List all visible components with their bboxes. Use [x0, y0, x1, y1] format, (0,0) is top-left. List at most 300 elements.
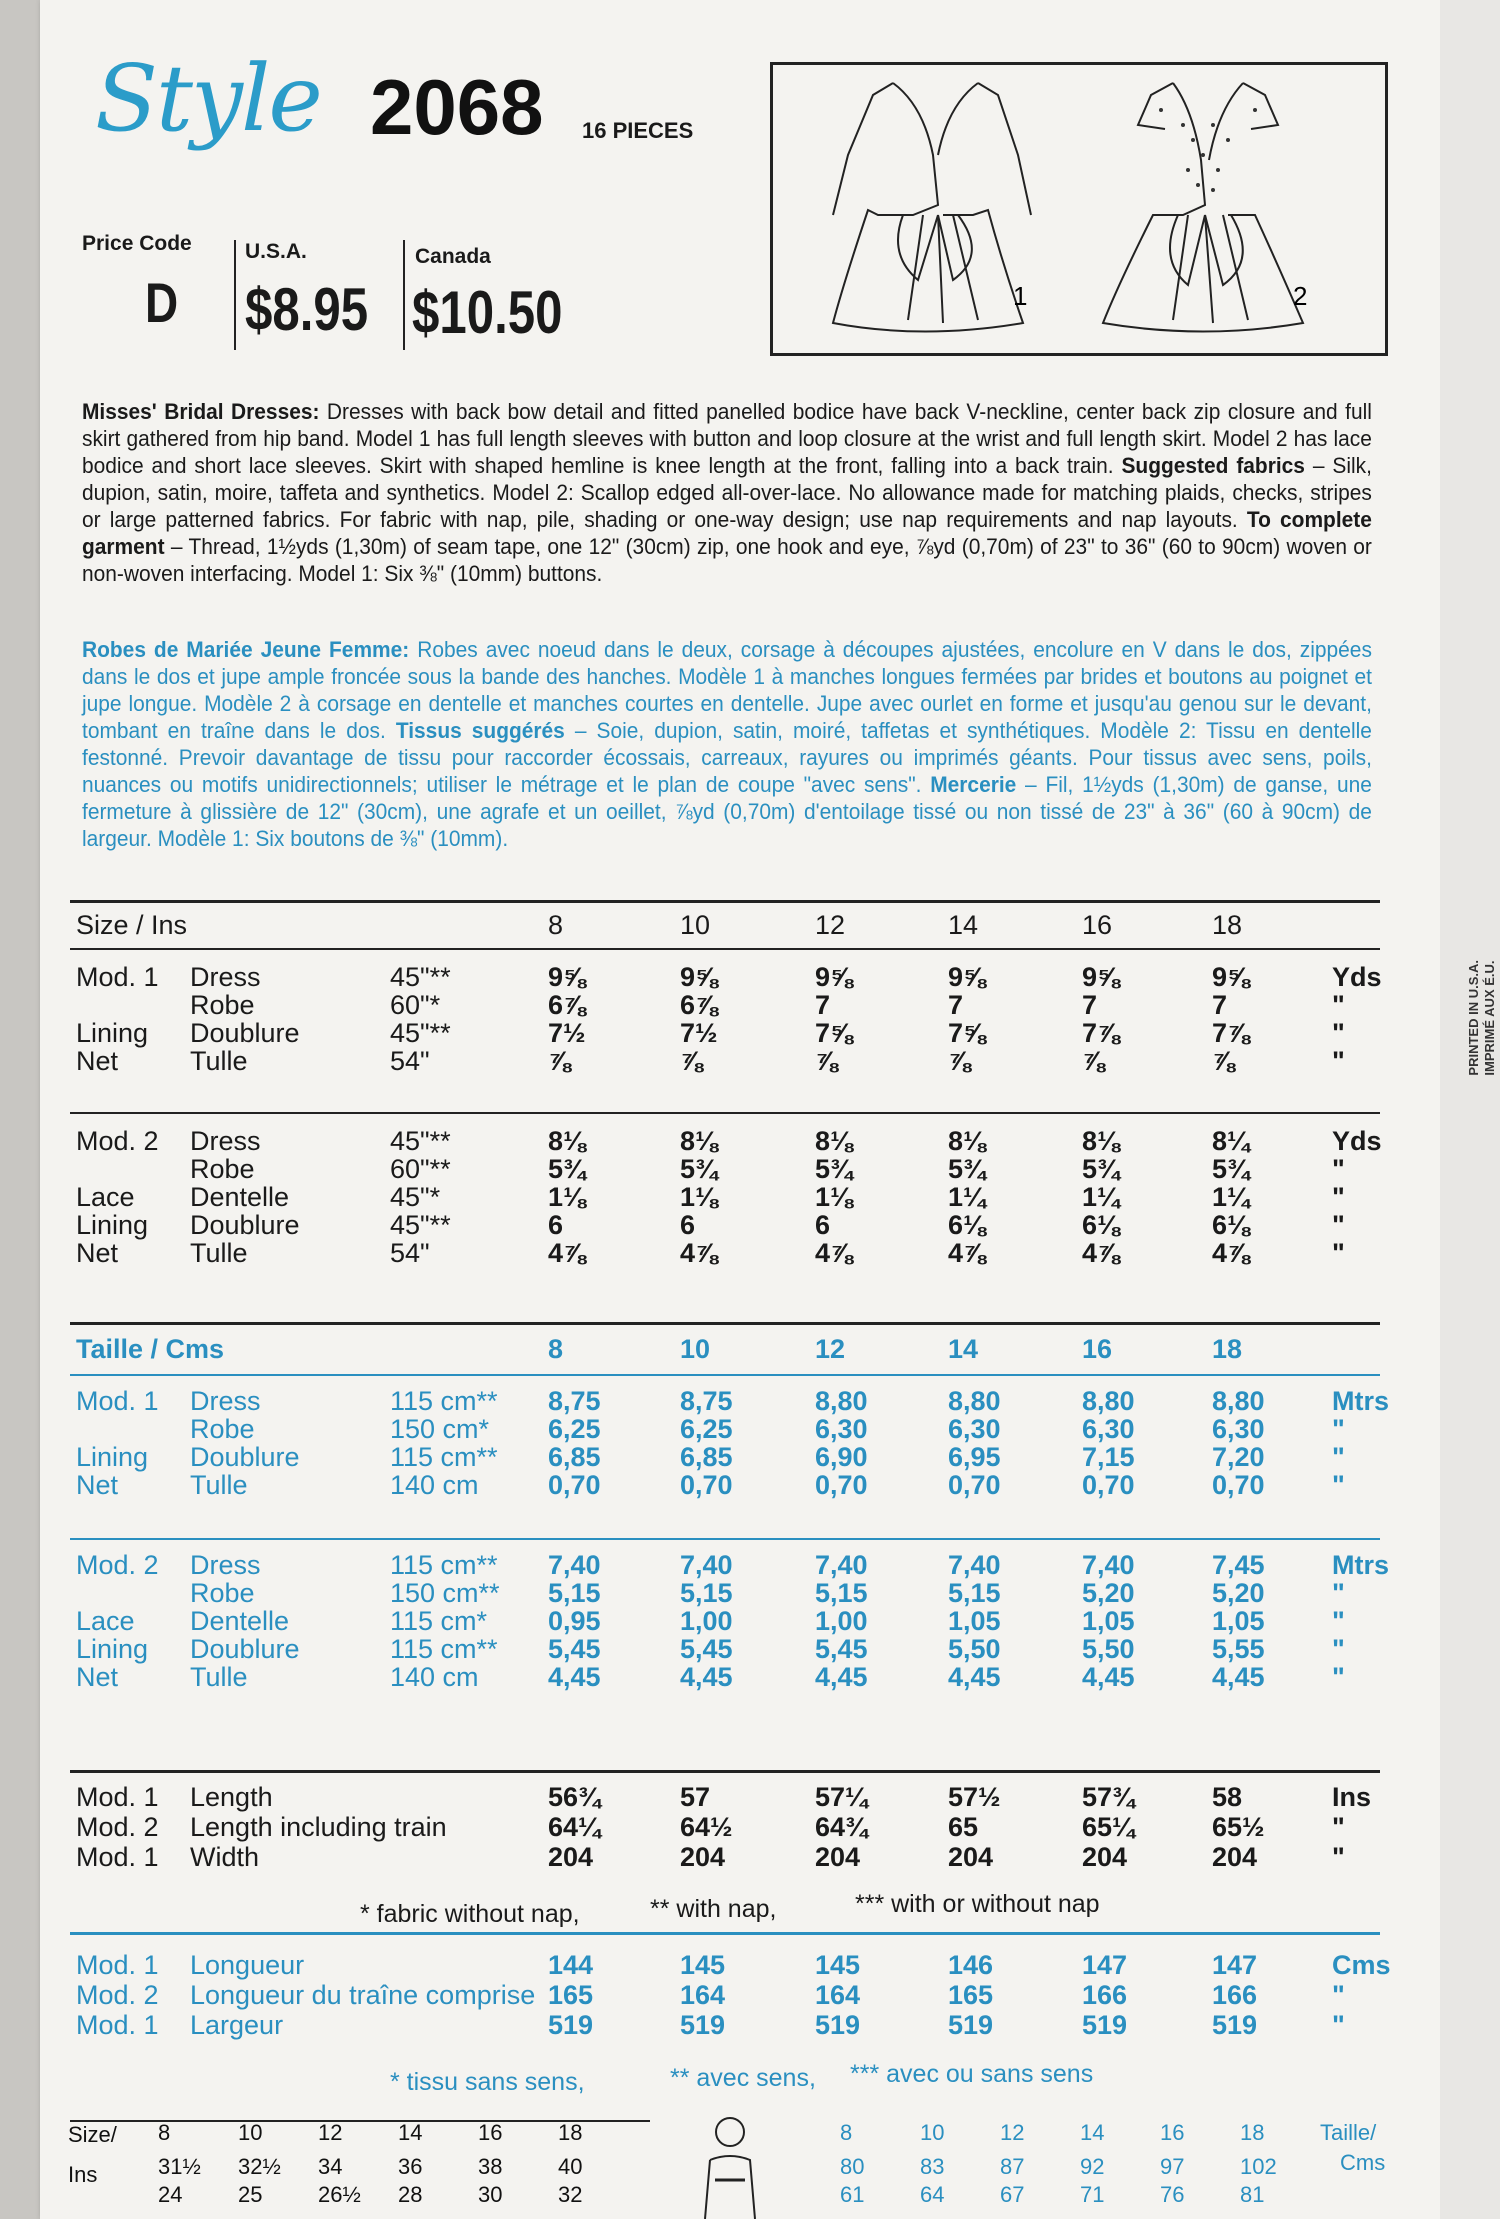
view-1-label: 1 [1013, 281, 1028, 311]
cell: 0,70 [815, 1470, 868, 1500]
size-col: 8 [158, 2120, 171, 2145]
usa-price: $8.95 [245, 276, 369, 343]
cell: 6⅛ [948, 1210, 986, 1240]
cell: 8¼ [1212, 1126, 1250, 1156]
cell: 7,40 [548, 1550, 601, 1580]
cell: Doublure [190, 1442, 300, 1472]
cell: 4⅞ [1082, 1238, 1120, 1268]
cell: 6⅞ [548, 990, 586, 1020]
cell: " [1332, 1414, 1345, 1444]
cell: 9⅝ [1212, 962, 1250, 992]
cell: Mod. 2 [76, 1550, 159, 1580]
cell: " [1332, 1634, 1345, 1664]
cell: 7,40 [815, 1550, 868, 1580]
bust-value: 38 [478, 2154, 503, 2179]
cell: " [1332, 1842, 1345, 1872]
bust-value: 31½ [158, 2154, 201, 2179]
bust-value: 34 [318, 2154, 343, 2179]
cell: 6,30 [1082, 1414, 1135, 1444]
cell: ⅞ [1212, 1046, 1235, 1076]
divider [234, 240, 236, 350]
cell: 6,85 [548, 1442, 601, 1472]
cell: 6,30 [1212, 1414, 1265, 1444]
cell: 7 [1082, 990, 1098, 1020]
cell: 150 cm* [390, 1414, 490, 1444]
cell: 6 [815, 1210, 831, 1240]
waist-value: 32 [558, 2182, 583, 2207]
cell: ⅞ [815, 1046, 838, 1076]
cell: " [1332, 1980, 1345, 2010]
cell: 147 [1082, 1950, 1128, 1980]
cell: 5,45 [815, 1634, 868, 1664]
cell: " [1332, 1606, 1345, 1636]
cell: " [1332, 2010, 1345, 2040]
cell: 6 [680, 1210, 696, 1240]
cell: 57 [680, 1782, 711, 1812]
cell: Doublure [190, 1018, 300, 1048]
cell: " [1332, 1154, 1345, 1184]
cell: " [1332, 1046, 1345, 1076]
cell: " [1332, 1662, 1345, 1692]
cell: 5,20 [1082, 1578, 1135, 1608]
cell: 5,50 [948, 1634, 1001, 1664]
cell: Doublure [190, 1210, 300, 1240]
cell: 4⅞ [1212, 1238, 1250, 1268]
figure-icon [670, 2110, 790, 2219]
cell: 165 [948, 1980, 994, 2010]
cell: ⅞ [680, 1046, 703, 1076]
cell: Dentelle [190, 1606, 290, 1636]
price-code: D [145, 271, 179, 334]
cell: 6,95 [948, 1442, 1001, 1472]
cell: 5,45 [680, 1634, 733, 1664]
cell: 6,85 [680, 1442, 733, 1472]
cell: 1⅛ [548, 1182, 586, 1212]
cell: Robe [190, 1578, 255, 1608]
note-avec-ou-sans: *** avec ou sans sens [850, 2060, 1094, 2088]
cell: 166 [1082, 1980, 1128, 2010]
cell: 5¾ [548, 1154, 586, 1184]
cell: 8⅛ [948, 1126, 986, 1156]
table-row [70, 1470, 1380, 1508]
brand-logo: Style [95, 45, 321, 152]
rule [70, 1538, 1380, 1540]
cell: Net [76, 1046, 119, 1076]
cell: 519 [948, 2010, 994, 2040]
cell: 57¾ [1082, 1782, 1135, 1812]
cell: Length [190, 1782, 273, 1812]
cell: Largeur [190, 2010, 284, 2040]
canada-label: Canada [415, 245, 491, 268]
cell: 0,70 [680, 1470, 733, 1500]
bust-value: 92 [1080, 2154, 1105, 2179]
size-col: 14 [1080, 2120, 1105, 2145]
cell: 5,15 [680, 1578, 733, 1608]
bust-value: 83 [920, 2154, 945, 2179]
cell: 7,40 [1082, 1550, 1135, 1580]
cell: Net [76, 1470, 119, 1500]
cell: 6⅛ [1082, 1210, 1120, 1240]
cell: Mod. 1 [76, 1782, 159, 1812]
waist-value: 64 [920, 2182, 945, 2207]
rule [70, 1374, 1380, 1376]
waist-value: 24 [158, 2182, 183, 2207]
cell: 204 [680, 1842, 726, 1872]
cell: 45"** [390, 1126, 451, 1156]
cell: 7,40 [948, 1550, 1001, 1580]
cell: 64½ [680, 1812, 733, 1842]
cell: 7,20 [1212, 1442, 1265, 1472]
cell: 5¾ [815, 1154, 853, 1184]
cell: Robe [190, 990, 255, 1020]
cell: 204 [548, 1842, 594, 1872]
cell: Doublure [190, 1634, 300, 1664]
cell: Robe [190, 1154, 255, 1184]
cell: 5,15 [948, 1578, 1001, 1608]
cell: Longueur du traîne comprise [190, 1980, 536, 2010]
note-sans-sens: * tissu sans sens, [390, 2068, 585, 2096]
cell: 1¼ [948, 1182, 986, 1212]
size-col: 14 [398, 2120, 423, 2145]
cell: 4,45 [1212, 1662, 1265, 1692]
cell: 65½ [1212, 1812, 1265, 1842]
cell: 45"** [390, 1210, 451, 1240]
cell: ⅞ [548, 1046, 571, 1076]
waist-value: 67 [1000, 2182, 1025, 2207]
note-with-nap: ** with nap, [650, 1895, 777, 1923]
cell: 65¼ [1082, 1812, 1135, 1842]
envelope-flap [1440, 0, 1500, 2219]
cell: 6,25 [548, 1414, 601, 1444]
waist-value: 26½ [318, 2182, 361, 2207]
cell: 6⅛ [1212, 1210, 1250, 1240]
cell: Length including train [190, 1812, 447, 1842]
cell: 7 [815, 990, 831, 1020]
cell: Cms [1332, 1950, 1391, 1980]
size-col: 18 [1240, 2120, 1265, 2145]
rule [70, 900, 1380, 903]
waist-value: 76 [1160, 2182, 1185, 2207]
cell: Dress [190, 1386, 261, 1416]
cell: 1⅛ [680, 1182, 718, 1212]
cell: 6,30 [815, 1414, 868, 1444]
cell: 4,45 [680, 1662, 733, 1692]
cell: Mod. 2 [76, 1126, 159, 1156]
cell: Lace [76, 1606, 135, 1636]
cell: 519 [1212, 2010, 1258, 2040]
size-col: 10 [238, 2120, 263, 2145]
cell: " [1332, 1812, 1345, 1842]
cell: 1⅛ [815, 1182, 853, 1212]
cell: Mod. 1 [76, 1386, 159, 1416]
cell: 4,45 [548, 1662, 601, 1692]
cell: 4⅞ [948, 1238, 986, 1268]
cell: Mtrs [1332, 1550, 1390, 1580]
cell: 140 cm [390, 1662, 479, 1692]
cell: Dress [190, 1126, 261, 1156]
size-col: 12 [1000, 2120, 1025, 2145]
cell: 115 cm** [390, 1442, 498, 1472]
cell: Tulle [190, 1046, 248, 1076]
cell: 56¾ [548, 1782, 601, 1812]
cell: Mod. 2 [76, 1980, 159, 2010]
waist-value: 71 [1080, 2182, 1105, 2207]
waist-value: 25 [238, 2182, 263, 2207]
cell: 9⅝ [815, 962, 853, 992]
cell: ⅞ [948, 1046, 971, 1076]
cell: Dentelle [190, 1182, 290, 1212]
cell: 64¼ [548, 1812, 601, 1842]
cell: 204 [815, 1842, 861, 1872]
cell: Lining [76, 1210, 149, 1240]
waist-value: 28 [398, 2182, 423, 2207]
table-row [70, 1842, 1380, 1880]
cell: 5,45 [548, 1634, 601, 1664]
cell: 6⅞ [680, 990, 718, 1020]
cell: 519 [680, 2010, 726, 2040]
cell: 8⅛ [548, 1126, 586, 1156]
cell: 519 [1082, 2010, 1128, 2040]
cell: 4⅞ [680, 1238, 718, 1268]
cell: 8,75 [680, 1386, 733, 1416]
size-label: Size/ [68, 2122, 117, 2147]
cell: 5¾ [1212, 1154, 1250, 1184]
waist-value: 30 [478, 2182, 503, 2207]
price-code-label: Price Code [82, 232, 192, 255]
cell: 8,80 [948, 1386, 1001, 1416]
cell: 8,80 [1212, 1386, 1265, 1416]
printed-in-usa: PRINTED IN U.S.A. IMPRIMÉ AUX É.U. [1466, 960, 1497, 1076]
size-col: 18 [558, 2120, 583, 2145]
cell: Tulle [190, 1238, 248, 1268]
cell: 9⅝ [948, 962, 986, 992]
cell: 164 [815, 1980, 861, 2010]
cell: Mtrs [1332, 1386, 1390, 1416]
rule [70, 1932, 1380, 1935]
cell: 4⅞ [815, 1238, 853, 1268]
note-without-nap: * fabric without nap, [360, 1900, 580, 1928]
cell: 5,20 [1212, 1578, 1265, 1608]
cell: 4⅞ [548, 1238, 586, 1268]
cell: 8,80 [815, 1386, 868, 1416]
cell: Mod. 1 [76, 2010, 159, 2040]
cell: Mod. 2 [76, 1812, 159, 1842]
pieces-count: 16 PIECES [582, 118, 694, 143]
size-label: Taille/ [1320, 2120, 1377, 2145]
table-row [70, 2010, 1380, 2048]
cell: 4,45 [815, 1662, 868, 1692]
rule [70, 948, 1380, 950]
cell: 8⅛ [680, 1126, 718, 1156]
cell: 5,50 [1082, 1634, 1135, 1664]
waist-value: 81 [1240, 2182, 1265, 2207]
divider [403, 240, 405, 350]
cell: 7 [948, 990, 964, 1020]
cell: 6,90 [815, 1442, 868, 1472]
cell: 8,75 [548, 1386, 601, 1416]
bust-value: 87 [1000, 2154, 1025, 2179]
cell: Yds [1332, 1126, 1382, 1156]
waist-value: 61 [840, 2182, 865, 2207]
cell: 54" [390, 1046, 430, 1076]
cell: 8,80 [1082, 1386, 1135, 1416]
cell: 1,05 [1212, 1606, 1265, 1636]
cell: 65 [948, 1812, 979, 1842]
cell: 5,15 [815, 1578, 868, 1608]
cell: 1,00 [680, 1606, 733, 1636]
cell: 5¾ [948, 1154, 986, 1184]
cell: 60"* [390, 990, 441, 1020]
cell: 1¼ [1212, 1182, 1250, 1212]
cell: 1¼ [1082, 1182, 1120, 1212]
cell: 8⅛ [1082, 1126, 1120, 1156]
cell: 519 [548, 2010, 594, 2040]
cell: 166 [1212, 1980, 1258, 2010]
cell: 7½ [680, 1018, 718, 1048]
cell: 60"** [390, 1154, 451, 1184]
cell: 5,15 [548, 1578, 601, 1608]
cell: Mod. 1 [76, 1950, 159, 1980]
cell: 150 cm** [390, 1578, 500, 1608]
cell: 4,45 [948, 1662, 1001, 1692]
cell: 1,05 [1082, 1606, 1135, 1636]
cell: 144 [548, 1950, 594, 1980]
cell: 146 [948, 1950, 994, 1980]
bust-value: 36 [398, 2154, 423, 2179]
cell: " [1332, 1578, 1345, 1608]
cell: 1,05 [948, 1606, 1001, 1636]
cell: " [1332, 1442, 1345, 1472]
cell: 204 [1082, 1842, 1128, 1872]
cell: Mod. 1 [76, 962, 159, 992]
cell: 4,45 [1082, 1662, 1135, 1692]
dress-sketches [773, 65, 1379, 347]
cell: 115 cm** [390, 1386, 498, 1416]
cell: 6 [548, 1210, 564, 1240]
cell: Dress [190, 1550, 261, 1580]
size-col: 10 [920, 2120, 945, 2145]
table-row [70, 1662, 1380, 1700]
cell: 115 cm** [390, 1550, 498, 1580]
table-header: Taille / Cms 8 10 12 14 16 18 [76, 1334, 1243, 1364]
cell: 7⅝ [948, 1018, 986, 1048]
cell: Tulle [190, 1470, 248, 1500]
cell: 6,30 [948, 1414, 1001, 1444]
note-with-or-without-nap: *** with or without nap [855, 1890, 1100, 1918]
cell: 9⅝ [1082, 962, 1120, 992]
size-col: 16 [478, 2120, 503, 2145]
unit-label: Cms [1340, 2150, 1386, 2175]
cell: 6,25 [680, 1414, 733, 1444]
cell: 7⅝ [815, 1018, 853, 1048]
cell: Mod. 1 [76, 1842, 159, 1872]
cell: 145 [815, 1950, 861, 1980]
note-avec-sens: ** avec sens, [670, 2064, 816, 2092]
cell: Ins [1332, 1782, 1372, 1812]
cell: 519 [815, 2010, 861, 2040]
cell: Longueur [190, 1950, 305, 1980]
cell: Lining [76, 1442, 149, 1472]
cell: 45"** [390, 1018, 451, 1048]
size-col: 8 [840, 2120, 853, 2145]
cell: 58 [1212, 1782, 1243, 1812]
cell: 0,70 [1212, 1470, 1265, 1500]
cell: 7½ [548, 1018, 586, 1048]
cell: 147 [1212, 1950, 1258, 1980]
cell: 0,95 [548, 1606, 601, 1636]
cell: 45"** [390, 962, 451, 992]
bust-value: 32½ [238, 2154, 281, 2179]
table-row [70, 1238, 1380, 1276]
rule [70, 1322, 1380, 1325]
view-2-label: 2 [1293, 281, 1308, 311]
cell: 1,00 [815, 1606, 868, 1636]
bust-value: 102 [1240, 2154, 1277, 2179]
cell: Lace [76, 1182, 135, 1212]
cell: 57¼ [815, 1782, 868, 1812]
table-header: Size / Ins 8 10 12 14 16 18 [76, 910, 1243, 940]
cell: Lining [76, 1018, 149, 1048]
cell: " [1332, 1182, 1345, 1212]
cell: 5¾ [680, 1154, 718, 1184]
cell: 45"* [390, 1182, 441, 1212]
cell: 9⅝ [548, 962, 586, 992]
cell: 7⅞ [1082, 1018, 1120, 1048]
description-french: Robes de Mariée Jeune Femme: Robes avec noeud dans le deux, corsage à découpes ajustées, encolure en V dans le dos, zippées dans le dos et jupe ample froncée sous la bande des hanches. Modèle 1 à manches longues fermées par brides et boutons au poignet et jupe longue. Modèle 2 à corsage en dentelle et manches courtes en dentelle. Jupe avec ourlet en forme et jusqu'au genou sur le devant, tombant en traîne dans le dos. Tissus suggérés – Soie, dupion, satin, moiré, taffetas et synthétiques. Modèle 2: Tissu en dentelle festonné. Prevoir davantage de tissu pour raccorder écossais, carreaux, rayures ou imprimés géants. Pour tissus avec sens, poils, nuances ou motifs unidirectionnels; utiliser le métrage et le plan de coupe "avec sens". Mercerie – Fil, 1½yds (1,30m) de ganse, une fermeture à glissière de 12" (30cm), une agrafe et un oeillet, ⅞yd (0,70m) d'entoilage tissé ou non tissé de 23" à 36" (60 à 90cm) de largeur. Modèle 1: Six boutons de ⅜" (10mm). [82, 637, 1372, 851]
usa-label: U.S.A. [245, 240, 307, 263]
unit-label: Ins [68, 2162, 98, 2187]
cell: 0,70 [1082, 1470, 1135, 1500]
cell: 7,15 [1082, 1442, 1135, 1472]
garment-illustration [770, 62, 1388, 356]
cell: 164 [680, 1980, 726, 2010]
cell: Tulle [190, 1662, 248, 1692]
bust-value: 80 [840, 2154, 865, 2179]
cell: Dress [190, 962, 261, 992]
cell: " [1332, 1238, 1345, 1268]
cell: 7 [1212, 990, 1228, 1020]
cell: 8⅛ [815, 1126, 853, 1156]
bust-value: 40 [558, 2154, 583, 2179]
cell: 7,40 [680, 1550, 733, 1580]
cell: Lining [76, 1634, 149, 1664]
cell: 54" [390, 1238, 430, 1268]
table-row [70, 1046, 1380, 1084]
cell: 0,70 [948, 1470, 1001, 1500]
cell: 204 [1212, 1842, 1258, 1872]
cell: 9⅝ [680, 962, 718, 992]
cell: 115 cm** [390, 1634, 498, 1664]
cell: 145 [680, 1950, 726, 1980]
cell: 7⅞ [1212, 1018, 1250, 1048]
cell: 5¾ [1082, 1154, 1120, 1184]
cell: Robe [190, 1414, 255, 1444]
cell: 0,70 [548, 1470, 601, 1500]
cell: Width [190, 1842, 260, 1872]
cell: " [1332, 1018, 1345, 1048]
rule [70, 1112, 1380, 1114]
cell: 5,55 [1212, 1634, 1265, 1664]
cell: Net [76, 1662, 119, 1692]
cell: 7,45 [1212, 1550, 1265, 1580]
style-number: 2068 [370, 63, 544, 151]
cell: " [1332, 1210, 1345, 1240]
size-col: 12 [318, 2120, 343, 2145]
canada-price: $10.50 [412, 279, 563, 346]
cell: 165 [548, 1980, 594, 2010]
cell: Net [76, 1238, 119, 1268]
rule [70, 1770, 1380, 1773]
